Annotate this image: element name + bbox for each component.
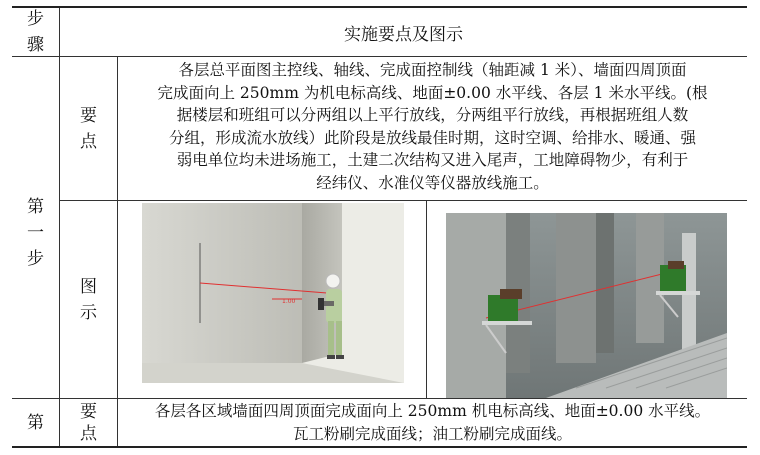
step-column-header — [12, 8, 59, 56]
label-char: 图 — [80, 276, 97, 297]
text-line: 据楼层和班组可以分两组以上平行放线，分两组平行放线，再根据班组人数 — [176, 106, 689, 124]
text-line: 经纬仪、水准仪等仪器放线施工。 — [316, 173, 549, 192]
illustration-worker-laser-line — [142, 203, 404, 383]
laser-tag: 1.00 — [282, 298, 296, 305]
step-2-key-points-label — [60, 399, 117, 446]
label-char: 要 — [80, 105, 97, 126]
step-1-key-points-text — [118, 59, 747, 200]
step-1-char: 步 — [27, 248, 44, 269]
step-1-char: 一 — [27, 222, 44, 243]
label-char: 点 — [80, 423, 97, 444]
step-1-illustration-label — [60, 201, 117, 398]
step-2-label: 第 — [27, 412, 44, 433]
text-line: 瓦工粉刷完成面线；油工粉刷完成面线。 — [292, 424, 572, 443]
label-char: 点 — [80, 131, 97, 152]
step-1-char: 第 — [27, 196, 44, 217]
text-line: 各层各区域墙面四周顶面完成面向上 250mm 机电标高线、地面±0.00 水平线。 — [154, 402, 711, 420]
construction-steps-table — [12, 6, 747, 448]
step-header-char-1: 步 — [27, 9, 44, 29]
step-2-key-points-text — [118, 400, 747, 446]
text-line: 各层总平面图主控线、轴线、完成面控制线（轴距减 1 米）、墙面四周顶面 — [178, 61, 687, 79]
text-line: 弱电单位均未进场施工，土建二次结构又进入尾声，工地障碍物少，有利于 — [176, 151, 689, 169]
label-char: 示 — [80, 302, 97, 323]
step-1-key-points-label — [60, 57, 117, 200]
step-1-label — [12, 57, 59, 398]
table-title: 实施要点及图示 — [344, 24, 463, 45]
text-line: 分组，形成流水放线）此阶段是放线最佳时期，这时空调、给排水、暖通、强 — [168, 128, 696, 147]
label-char: 要 — [80, 401, 97, 422]
text-line: 完成面向上 250mm 为机电标高线、地面±0.00 水平线、各层 1 米水平线。(根 — [157, 83, 708, 102]
step-header-char-2: 骤 — [27, 35, 44, 55]
illustration-scaffold-equipment — [446, 213, 727, 398]
